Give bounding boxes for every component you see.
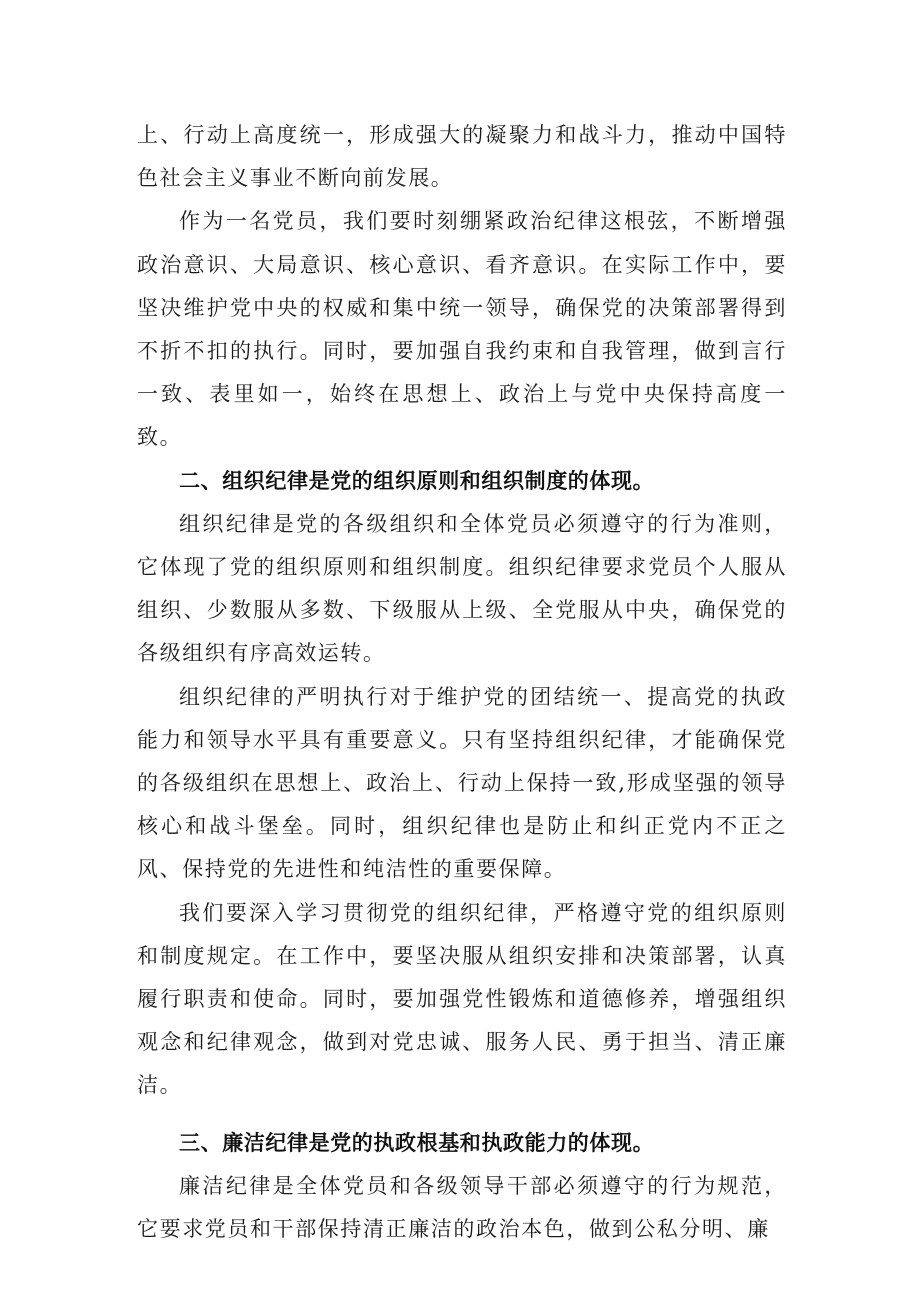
paragraph-continued: 上、行动上高度统一，形成强大的凝聚力和战斗力，推动中国特色社会主义事业不断向前发展。 [137,123,787,191]
section-heading-integrity-discipline: 三、廉洁纪律是党的执政根基和执政能力的体现。 [179,1130,655,1155]
section-heading-organizational-discipline: 二、组织纪律是党的组织原则和组织制度的体现。 [179,468,655,493]
paragraph-integrity-discipline-definition: 廉洁纪律是全体党员和各级领导干部必须遵守的行为规范，它要求党员和干部保持清正廉洁的政治本色，做到公私分明、廉 [137,1173,787,1242]
section-gap [137,1108,787,1122]
paragraph-party-member-duty: 作为一名党员，我们要时刻绷紧政治纪律这根弦，不断增强政治意识、大局意识、核心意识、看齐意识。在实际工作中，要坚决维护党中央的权威和集中统一领导，确保党的决策部署得到不折不扣的执行。同时，要加强自我约束和自我管理，做到言行一致、表里如一，始终在思想上、政治上与党中央保持高度一致。 [137,209,787,450]
paragraph-org-discipline-action: 我们要深入学习贯彻党的组织纪律，严格遵守党的组织原则和制度规定。在工作中，要坚决服从组织安排和决策部署，认真履行职责和使命。同时，要加强党性锻炼和道德修养，增强组织观念和纪律观念，做到对党忠诚、服务人民、勇于担当、清正廉洁。 [137,900,787,1098]
document-body [137,114,787,1251]
paragraph-org-discipline-significance: 组织纪律的严明执行对于维护党的团结统一、提高党的执政能力和领导水平具有重要意义。只有坚持组织纪律，才能确保党的各级组织在思想上、政治上、行动上保持一致,形成坚强的领导核心和战斗堡垒。同时，组织纪律也是防止和纠正党内不正之风、保持党的先进性和纯洁性的重要保障。 [137,684,787,882]
paragraph-org-discipline-definition: 组织纪律是党的各级组织和全体党员必须遵守的行为准则，它体现了党的组织原则和组织制度。组织纪律要求党员个人服从组织、少数服从多数、下级服从上级、全党服从中央，确保党的各级组织有序高效运转。 [137,511,787,666]
